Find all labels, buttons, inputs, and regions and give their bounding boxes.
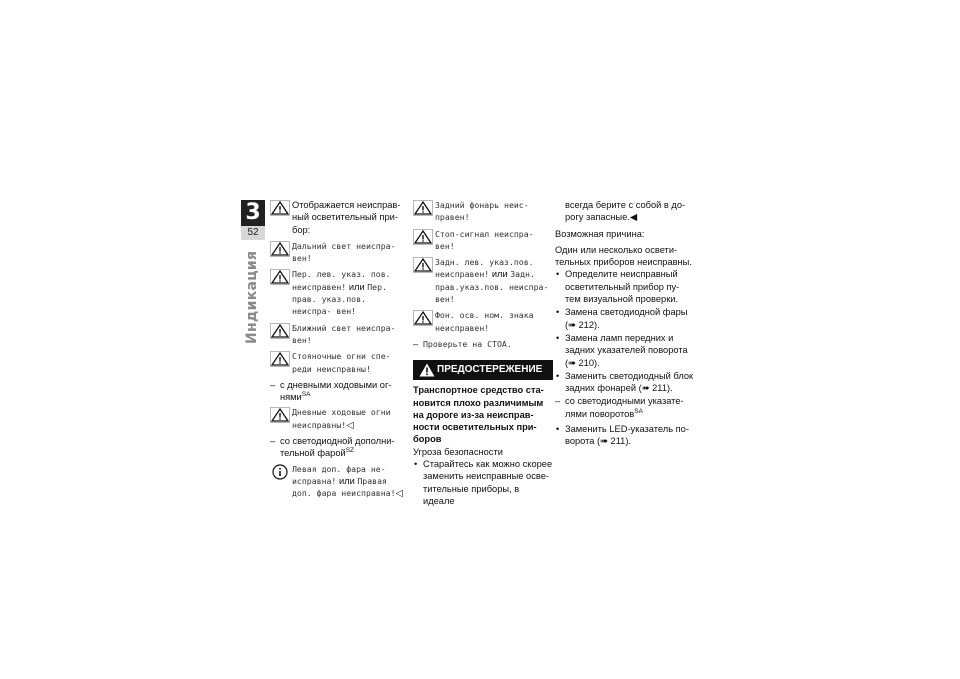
display-message: Левая доп. фара не- исправна! <box>292 463 386 486</box>
display-message: Фон. осв. ном. знака неисправен! <box>435 310 534 333</box>
cause-text: Один или несколько освети- тельных приборов неисправны. <box>555 244 692 268</box>
column-2 <box>413 199 553 508</box>
page-ref[interactable]: 212 <box>578 319 594 330</box>
display-message: Стояночные огни спе- реди неисправны! <box>292 351 391 374</box>
display-message: Стоп-сигнал неиспра- вен! <box>435 228 534 251</box>
warning-triangle-icon <box>413 310 433 326</box>
message-front-turn <box>270 268 410 317</box>
warning-continuation: всегда берите с собой в до- рогу запасные.◀ <box>565 200 686 223</box>
page-ref[interactable]: 211 <box>610 436 626 447</box>
option-code: SA <box>301 391 311 399</box>
remedy-item: • Определите неисправный осветительный прибор пу- тем визуальной проверки. <box>555 268 697 305</box>
display-message: Дневные ходовые огни неисправны! <box>292 407 391 430</box>
end-mark: ◀ <box>629 212 637 223</box>
warning-danger: Угроза безопасности <box>413 446 503 457</box>
message-tail-light <box>413 199 553 224</box>
display-message: Задн. прав.указ.пов. неиспра- вен! <box>435 269 549 305</box>
or-word: или <box>491 269 508 280</box>
message-low-beam <box>270 322 410 347</box>
message-plate-light <box>413 309 553 334</box>
display-message: Ближний свет неиспра- вен! <box>292 322 396 345</box>
warning-triangle-icon <box>270 269 290 285</box>
warning-triangle-icon <box>413 257 433 273</box>
remedy-item: • Замена светодиодной фары (➠ 212). <box>555 306 697 331</box>
message-aux-headlight <box>270 463 410 500</box>
message-brake-light <box>413 228 553 253</box>
page-ref[interactable]: 210 <box>578 357 594 368</box>
page-ref-arrow-icon: ➠ <box>600 436 611 447</box>
chapter-tab <box>241 200 265 240</box>
page-ref-arrow-icon: ➠ <box>568 319 579 330</box>
intro-block <box>270 199 410 236</box>
column-3 <box>555 199 697 449</box>
column-1 <box>270 199 410 504</box>
check-at-service: – Проверьте на СТОА. <box>413 338 553 350</box>
remedy-item: • Заменить LED-указатель по- ворота (➠ 211). <box>555 423 697 448</box>
message-parking-lights <box>270 350 410 375</box>
warning-triangle-icon <box>413 229 433 245</box>
display-message: Правая доп. фара неисправна! <box>292 475 396 499</box>
warning-measure: • Старайтесь как можно скорее заменить неисправные осве- тительные приборы, в идеале <box>413 458 553 507</box>
or-word: или <box>338 475 355 486</box>
message-daytime-lights <box>270 406 410 431</box>
warning-header <box>413 360 553 380</box>
display-message: Дальний свет неиспра- вен! <box>292 240 396 264</box>
end-mark: ◁ <box>346 419 354 430</box>
chapter-number: 3 <box>241 200 265 226</box>
warning-triangle-icon <box>270 351 290 367</box>
display-message: Пер. прав. указ.пов. неиспра- вен! <box>292 281 387 317</box>
end-mark: ◁ <box>395 488 403 499</box>
display-message: Пер. лев. указ. пов. неисправен! <box>292 269 391 292</box>
intro-text: Отображается неисправ- ный осветительный при- бор: <box>292 200 401 235</box>
warning-statement: Транспортное средство ста- новится плохо различимым на дороге из-за неисправ- ности осветительных при- боров <box>413 385 544 445</box>
page-ref[interactable]: 211 <box>652 383 667 394</box>
page-number: 52 <box>241 226 265 240</box>
page-ref-arrow-icon: ➠ <box>568 357 579 368</box>
display-message: Задний фонарь неис- правен! <box>435 200 529 223</box>
cause-label: Возможная причина: <box>555 228 645 239</box>
warning-triangle-icon <box>270 241 290 257</box>
message-high-beam <box>270 240 410 265</box>
option-code: SZ <box>345 447 355 455</box>
option-led-turn: – со светодиодными указате- лями поворотов$^{SA}$ <box>555 395 697 420</box>
message-rear-turn <box>413 256 553 305</box>
warning-triangle-icon <box>413 200 433 216</box>
warning-triangle-icon <box>270 407 290 423</box>
option-aux-headlight: – со светодиодной дополни- тельной фарой$^{SZ}$ <box>270 435 410 460</box>
option-daytime-lights: – с дневными ходовыми ог- нями$^{SA}$ <box>270 379 410 404</box>
warning-title: ПРЕДОСТЕРЕЖЕНИЕ <box>437 364 543 376</box>
page-ref-arrow-icon: ➠ <box>641 383 653 394</box>
option-code: SA <box>634 407 643 415</box>
section-title: Индикация <box>244 250 260 344</box>
info-icon <box>270 464 290 480</box>
display-message: Задн. лев. указ.пов. неисправен! <box>435 257 534 280</box>
warning-triangle-icon <box>270 323 290 339</box>
or-word: или <box>348 281 365 292</box>
warning-triangle-icon <box>270 200 290 216</box>
remedy-item: • Заменить светодиодный блок задних фонарей (➠ 211). <box>555 370 697 395</box>
remedy-item: • Замена ламп передних и задних указателей поворота (➠ 210). <box>555 332 697 369</box>
warning-triangle-icon <box>419 363 435 377</box>
